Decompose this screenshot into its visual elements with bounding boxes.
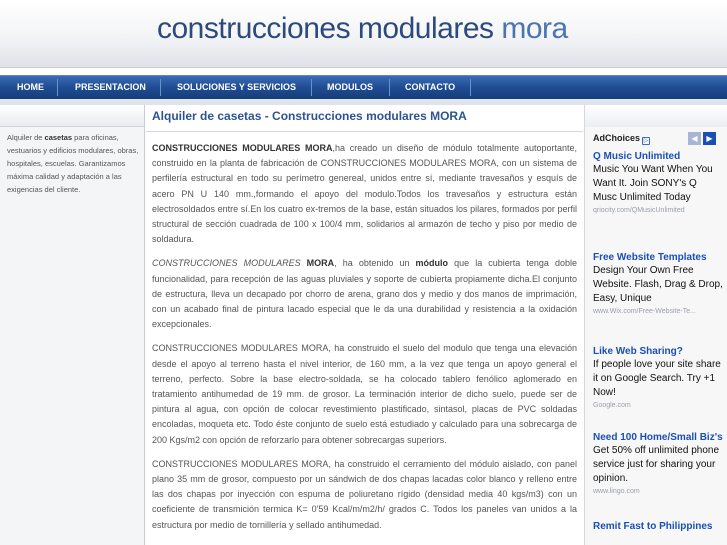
ad-unit[interactable] bbox=[593, 520, 723, 533]
nav-divider bbox=[470, 79, 471, 96]
paragraph-2 bbox=[152, 256, 577, 332]
ad-unit[interactable] bbox=[593, 150, 723, 216]
nav-soluciones[interactable]: SOLUCIONES Y SERVICIOS bbox=[177, 82, 297, 92]
ad-text: Get 50% off unlimited phone service just for sharing your opinion. bbox=[593, 445, 720, 484]
ad-sidebar bbox=[584, 105, 727, 545]
sidebar-keyword[interactable]: casetas bbox=[44, 133, 73, 142]
ad-unit[interactable] bbox=[593, 431, 723, 497]
ad-unit[interactable] bbox=[593, 251, 723, 317]
ad-url[interactable]: www.Wix.com/Free-Website-Te... bbox=[593, 308, 696, 315]
paragraph-4: CONSTRUCCIONES MODULARES MORA, ha construido el cerramiento del módulo aislado, con panel plano 35 mm de grosor, compuesto por un sándwich de dos chapas lacadas color blanco y relleno entre las dos chapas por inyección con espuma de poliuretano rígido (densidad media 40 kgs/m3) con un coeficiente de transmición termica K= 0'59 Kcal/m/m2/h/ grados C. Todos los paneles van unidos a la estructura por medio de tornillería y sellado antihumedad. bbox=[152, 458, 577, 530]
nav-divider bbox=[389, 79, 390, 96]
site-title-main: construcciones modulares bbox=[157, 12, 494, 45]
ad-url[interactable]: Google.com bbox=[593, 402, 631, 409]
nav-presentacion[interactable]: PRESENTACION bbox=[75, 82, 146, 92]
main-content bbox=[146, 105, 583, 545]
header-gap bbox=[0, 68, 727, 75]
ad-next-button[interactable]: ▶ bbox=[703, 132, 716, 145]
adchoices-icon: ▷ bbox=[643, 138, 649, 144]
nav-modulos[interactable]: MODULOS bbox=[327, 82, 373, 92]
ad-prev-button[interactable]: ◀ bbox=[688, 132, 701, 145]
main-nav bbox=[0, 75, 727, 99]
page-title: Alquiler de casetas - Construcciones modulares MORA bbox=[152, 109, 467, 123]
title-divider bbox=[146, 131, 583, 132]
nav-divider bbox=[160, 79, 161, 96]
ad-title[interactable]: Need 100 Home/Small Biz's bbox=[593, 432, 723, 443]
ad-title[interactable]: Remit Fast to Philippines bbox=[593, 521, 713, 532]
modulo-link[interactable]: módulo bbox=[415, 258, 449, 269]
ad-text: Design Your Own Free Website. Flash, Drag & Drop, Easy, Unique bbox=[593, 265, 723, 304]
paragraph-2-text-1: , ha obtenido un bbox=[334, 258, 416, 269]
ad-text: Music You Want When You Want It. Join SONY's Q Musc Unlimited Today bbox=[593, 164, 713, 203]
ad-unit[interactable] bbox=[593, 345, 723, 411]
ad-url[interactable]: www.lingo.com bbox=[593, 488, 640, 495]
site-title[interactable] bbox=[157, 12, 568, 46]
paragraph-3: CONSTRUCCIONES MODULARES MORA, ha construido el suelo del modulo que tenga una elevación desde el apoyo al terreno hasta el nivel interior, de 160 mm, a la vez que tenga un apoyo general el terreno, perfecto. Sobre la base electro-soldada, se ha colocado tablero fenólico aglomerado en tratamiento antihumedad de 19 mm. de grosor. La terminación interior de dicho suelo, puede ser de pintura al agua, con opción de colocar revestimiento plastificado, sintasol, placas de PVC soldadas encoladas, moqueta etc. Todo éste conjunto de suelo está estudiado y calculado para una sobrecarga de 200 Kgs/m2 con opción de reforzarlo para obtener sobrecargas superiors. bbox=[152, 343, 577, 445]
company-name: CONSTRUCCIONES MODULARES MORA bbox=[152, 143, 333, 153]
adchoices-label[interactable]: AdChoices ▷ bbox=[593, 133, 649, 144]
nav-divider bbox=[57, 79, 58, 96]
article-body bbox=[152, 141, 577, 542]
paragraph-1 bbox=[152, 141, 577, 247]
nav-home[interactable]: HOME bbox=[17, 82, 44, 92]
sidebar-header bbox=[0, 105, 144, 127]
ad-title[interactable]: Q Music Unlimited bbox=[593, 151, 681, 162]
sidebar-description bbox=[7, 131, 139, 196]
nav-contacto[interactable]: CONTACTO bbox=[405, 82, 456, 92]
paragraph-1-text: ,ha creado un diseño de módulo totalmente autoportante, construido en la planta de fabricación de CONSTRUCCIONES MODULARES MORA, con un sistema de perfilería estructural en todo su perímetro genereal, unidos entre sí, mediante travesaños y esquís de acero PN U 140 mm.,formando el apoyo del modulo.Todos los travesaños y estructura están electrosoldados entre sí.En los cuatro ex-tremos de la base, están situados los pilares, formados por perfil structural de sección cuadrada de 100 x 100/4 mm, solidarios al armazón de techo y piso por medio de soldadura. bbox=[152, 143, 577, 245]
nav-divider bbox=[311, 79, 312, 96]
site-title-accent: mora bbox=[501, 12, 568, 45]
left-sidebar bbox=[0, 105, 145, 545]
ad-text: If people love your site share it on Google Search. Try +1 Now! bbox=[593, 359, 721, 398]
company-name-bold: MORA bbox=[306, 258, 335, 269]
sidebar-text-2: para oficinas, vestuarios y edificios modulares, obras, hospitales, escuelas. Garantizamos máxima calidad y adaptación a las exigencias del cliente. bbox=[7, 133, 139, 194]
ad-title[interactable]: Free Website Templates bbox=[593, 252, 707, 263]
ad-title[interactable]: Like Web Sharing? bbox=[593, 346, 683, 357]
company-name-italic: CONSTRUCCIONES MODULARES bbox=[152, 258, 307, 269]
ad-sidebar-header bbox=[585, 105, 727, 127]
sidebar-text-1: Alquiler de bbox=[7, 133, 45, 142]
ad-url[interactable]: qriocity.com/QMusicUnlimited bbox=[593, 207, 685, 214]
paragraph-2-text-2: que la cubierta tenga doble funcionalidad, para recepción de las aguas pluviales y soporte de cubierta propiamente dicha.El conjunto de estructura, lleva un decapado por chorro de arena, grano dos y medio y dos manos de imprimación, con un acabado final de pintura lacado especial que le da una durabilidad y resistencia a la oxidación excepcionales. bbox=[152, 258, 577, 330]
site-header bbox=[0, 0, 727, 68]
